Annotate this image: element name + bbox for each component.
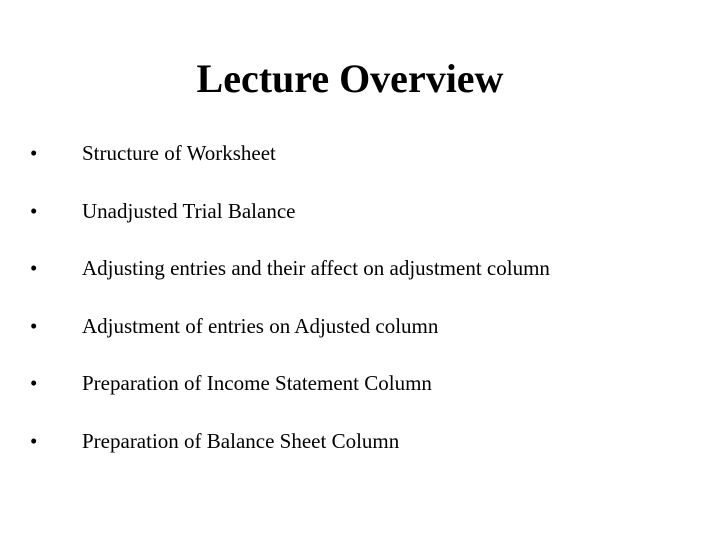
list-item — [30, 367, 710, 425]
bullet-text: Adjustment of entries on Adjusted column — [82, 313, 439, 338]
list-item — [30, 195, 710, 253]
bullet-text: Preparation of Balance Sheet Column — [82, 428, 400, 453]
bullet-text: Preparation of Income Statement Column — [82, 371, 432, 396]
list-item — [30, 310, 710, 368]
list-item — [30, 137, 710, 195]
bullet-icon: • — [30, 198, 38, 223]
bullet-text: Unadjusted Trial Balance — [82, 198, 296, 223]
bullet-icon: • — [30, 428, 38, 453]
bullet-text: Adjusting entries and their affect on adjustment column — [82, 256, 550, 281]
bullet-icon: • — [30, 256, 38, 281]
list-item — [30, 252, 710, 310]
bullet-icon: • — [30, 141, 38, 165]
bullet-list — [30, 137, 710, 483]
list-item — [30, 425, 710, 483]
bullet-icon: • — [30, 371, 38, 396]
slide-title: Lecture Overview — [196, 56, 504, 101]
bullet-text: Structure of Worksheet — [82, 141, 276, 165]
bullet-icon: • — [30, 313, 38, 338]
